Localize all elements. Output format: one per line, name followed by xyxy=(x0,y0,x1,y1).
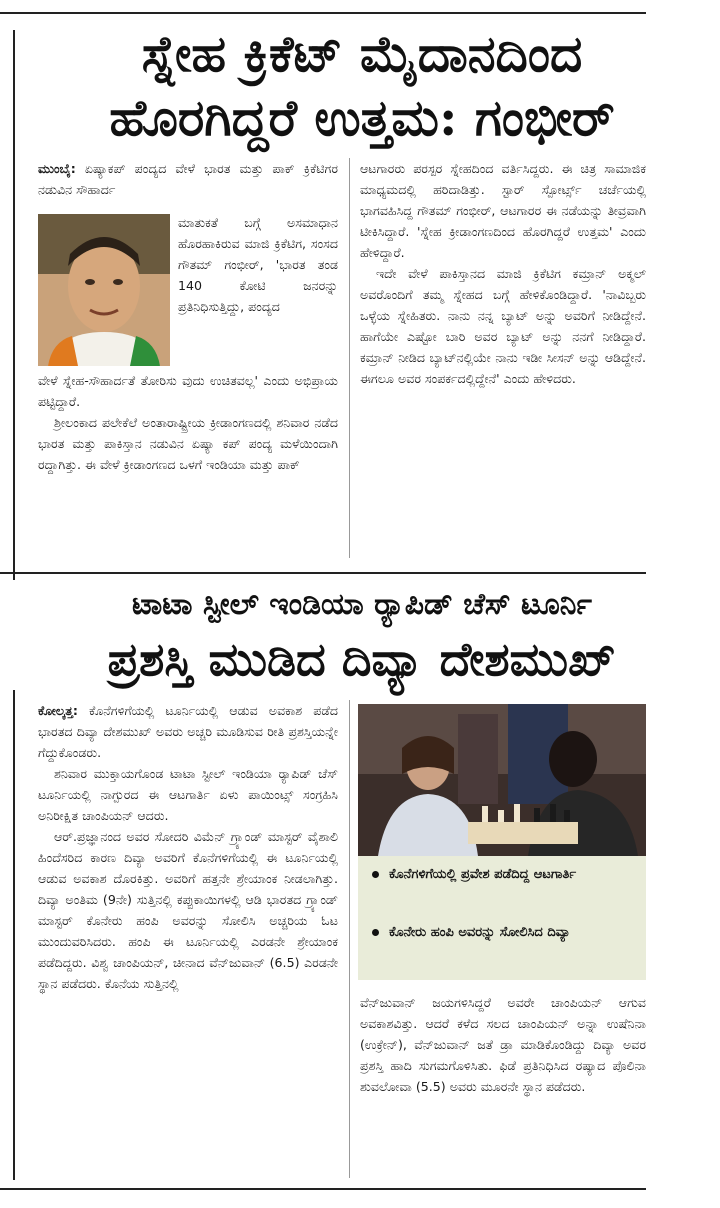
story1-col2-paragraph-1: ಆಟಗಾರರು ಪರಸ್ಪರ ಸ್ನೇಹದಿಂದ ವರ್ತಿಸಿದ್ದರು. ಈ ಚಿತ್ರ ಸಾಮಾಜಿಕ ಮಾಧ್ಯಮದಲ್ಲಿ ಹರಿದಾಡಿತ್ತು. ಸ್ಟಾರ್ ಸ್ಪೋರ್ಟ್ಸ್ ಚರ್ಚೆಯಲ್ಲಿ ಭಾಗವಹಿಸಿದ್ದ ಗೌತಮ್ ಗಂಭೀರ್, ಆಟಗಾರರ ಈ ನಡೆಯನ್ನು ತೀವ್ರವಾಗಿ ಟೀಕಿಸಿದ್ದಾರೆ. 'ಸ್ನೇಹ ಕ್ರೀಡಾಂಗಣದಿಂದ ಹೊರಗಿದ್ದರೆ ಉತ್ತಮ' ಎಂದು ಹೇಳಿದ್ದಾರೆ. xyxy=(360,161,646,260)
story1-paragraph-2: ಶ್ರೀಲಂಕಾದ ಪಲೇಕೆಲೆ ಅಂತಾರಾಷ್ಟ್ರೀಯ ಕ್ರೀಡಾಂಗಣದಲ್ಲಿ ಶನಿವಾರ ನಡೆದ ಭಾರತ ಮತ್ತು ಪಾಕಿಸ್ತಾನ ನಡುವಿನ ಏಷ್ಯಾ ಕಪ್ ಪಂದ್ಯ ಮಳೆಯಿಂದಾಗಿ ರದ್ದಾಗಿತ್ತು. ಈ ವೇಳೆ ಕ್ರೀಡಾಂಗಣದ ಒಳಗೆ ಇಂಡಿಯಾ ಮತ್ತು ಪಾಕ್ xyxy=(38,415,338,472)
story1-wrap-text: ಮಾತುಕತೆ ಬಗ್ಗೆ ಅಸಮಾಧಾನ ಹೊರಹಾಕಿರುವ ಮಾಜಿ ಕ್ರಿಕೆಟಿಗ, ಸಂಸದ ಗೌತಮ್ ಗಂಭೀರ್, 'ಭಾರತ ತಂಡ 140 ಕೋಟಿ ಜನರನ್ನು ಪ್ರತಿನಿಧಿಸುತ್ತಿದ್ದು, ಪಂದ್ಯದ xyxy=(178,215,338,314)
gambhir-photo xyxy=(38,214,170,366)
story2-paragraph-2: ಶನಿವಾರ ಮುಕ್ತಾಯಗೊಂಡ ಟಾಟಾ ಸ್ಟೀಲ್ ಇಂಡಿಯಾ ರ‍್ಯಾಪಿಡ್ ಚೆಸ್ ಟೂರ್ನಿಯಲ್ಲಿ ನಾಗ್ಪುರದ ಈ ಆಟಗಾರ್ತಿ ಏಳು ಪಾಯಿಂಟ್ಸ್ ಸಂಗ್ರಹಿಸಿ ಅನಿರೀಕ್ಷಿತ ಚಾಂಪಿಯನ್ ಆದರು. xyxy=(38,766,338,823)
caption-item-2 xyxy=(372,922,636,944)
story2-dateline: ಕೋಲ್ಕತ್ತ: xyxy=(38,703,78,718)
caption-item-1 xyxy=(372,864,636,886)
story1-column-divider xyxy=(349,158,350,558)
chess-photo-caption-box xyxy=(358,856,646,980)
story2-left-margin-rule xyxy=(13,690,15,1180)
story1-column-1-wrap xyxy=(178,212,338,317)
caption-1-text: ಕೊನೆಗಳಿಗೆಯಲ್ಲಿ ಪ್ರವೇಶ ಪಡೆದಿದ್ದ ಆಟಗಾರ್ತಿ xyxy=(389,867,577,882)
story1-after-photo-text: ವೇಳೆ ಸ್ನೇಹ-ಸೌಹಾರ್ದತೆ ತೋರಿಸು ವುದು ಉಚಿತವಲ್ಲ' ಎಂದು ಅಭಿಪ್ರಾಯ ಪಟ್ಟಿದ್ದಾರೆ. xyxy=(38,373,338,409)
story2-col2-paragraph-1: ವೆನ್‌ಜುವಾನ್ ಜಯಗಳಿಸಿದ್ದರೆ ಅವರೇ ಚಾಂಪಿಯನ್ ಆಗುವ ಅವಕಾಶವಿತ್ತು. ಆದರೆ ಕಳೆದ ಸಲದ ಚಾಂಪಿಯನ್ ಅನ್ನಾ ಉಷೆನಿನಾ (ಉಕ್ರೇನ್), ವೆನ್‌ಜುವಾನ್ ಜತೆ ಡ್ರಾ ಮಾಡಿಕೊಂಡಿದ್ದು ದಿವ್ಯಾ ಅವರ ಪ್ರಶಸ್ತಿ ಹಾದಿ ಸುಗಮಗೊಳಿಸಿತು. ಫಿಡೆ ಪ್ರತಿನಿಧಿಸಿದ ರಷ್ಯಾದ ಪೊಲಿನಾ ಶುವಲೋವಾ (5.5) ಅವರು ಮೂರನೇ ಸ್ಥಾನ ಪಡೆದರು. xyxy=(360,995,646,1094)
story2-column-1 xyxy=(38,700,338,994)
story1-column-2 xyxy=(360,158,646,389)
story2-lead-text: ಕೊನೆಗಳಿಗೆಯಲ್ಲಿ ಟೂರ್ನಿಯಲ್ಲಿ ಆಡುವ ಅವಕಾಶ ಪಡೆದ ಭಾರತದ ದಿವ್ಯಾ ದೇಶಮುಖ್ ಅವರು ಅಚ್ಚರಿ ಮೂಡಿಸುವ ರೀತಿ ಪ್ರಶಸ್ತಿಯನ್ನೇ ಗೆದ್ದುಕೊಂಡರು. xyxy=(38,703,338,760)
story1-dateline: ಮುಂಬೈ: xyxy=(38,161,76,176)
story1-column-1-lower xyxy=(38,370,338,475)
story-separator-rule xyxy=(0,572,646,574)
story1-headline-line2: ಹೊರಗಿದ್ದರೆ ಉತ್ತಮ: ಗಂಭೀರ್ xyxy=(109,88,615,147)
portrait-illustration xyxy=(38,214,170,366)
bottom-rule xyxy=(0,1188,646,1190)
left-margin-rule xyxy=(13,30,15,580)
bullet-icon xyxy=(372,929,379,936)
story2-paragraph-3: ಆರ್.ಪ್ರಜ್ಞಾನಂದ ಅವರ ಸೋದರಿ ವಿಮೆನ್ ಗ್ರ್ಯಾಂಡ್ ಮಾಸ್ಟರ್ ವೈಶಾಲಿ ಹಿಂದೆಸರಿದ ಕಾರಣ ದಿವ್ಯಾ ಅವರಿಗೆ ಕೊನೆಗಳಿಗೆಯಲ್ಲಿ ಈ ಟೂರ್ನಿಯಲ್ಲಿ ಆಡುವ ಅವಕಾಶ ದೊರಕಿತ್ತು. ಅವರಿಗೆ ಹತ್ತನೇ ಶ್ರೇಯಾಂಕ ನೀಡಲಾಗಿತ್ತು. ದಿವ್ಯಾ ಅಂತಿಮ (9ನೇ) ಸುತ್ತಿನಲ್ಲಿ ಕಪ್ಪುಕಾಯಿಗಳಲ್ಲಿ ಆಡಿ ಭಾರತದ ಗ್ರ್ಯಾಂಡ್ ಮಾಸ್ಟರ್ ಕೊನೇರು ಹಂಪಿ ಅವರನ್ನು ಸೋಲಿಸಿ ಅಚ್ಚರಿಯ ಓಟ ಮುಂದುವರಿಸಿದರು. ಹಂಪಿ ಈ ಟೂರ್ನಿಯಲ್ಲಿ ಎರಡನೇ ಶ್ರೇಯಾಂಕ ಪಡೆದಿದ್ದರು. ವಿಶ್ವ ಚಾಂಪಿಯನ್, ಚೀನಾದ ವೆನ್‌ಜುವಾನ್ (6.5) ಎರಡನೇ ಸ್ಥಾನ ಪಡೆದರು. ಕೊನೆಯ ಸುತ್ತಿನಲ್ಲಿ xyxy=(38,829,338,991)
story2-column-2 xyxy=(360,992,646,1097)
story1-headline-line1: ಸ್ನೇಹ ಕ್ರಿಕೆಟ್ ಮೈದಾನದಿಂದ xyxy=(141,24,583,83)
chess-match-illustration xyxy=(358,704,646,856)
story1-lead-text: ಏಷ್ಯಾಕಪ್ ಪಂದ್ಯದ ವೇಳೆ ಭಾರತ ಮತ್ತು ಪಾಕ್ ಕ್ರಿಕೆಟಿಗರ ನಡುವಿನ ಸೌಹಾರ್ದ xyxy=(38,161,338,197)
caption-2-text: ಕೊನೇರು ಹಂಪಿ ಅವರನ್ನು ಸೋಲಿಸಿದ ದಿವ್ಯಾ xyxy=(389,925,571,940)
story2-kicker: ಟಾಟಾ ಸ್ಟೀಲ್ ಇಂಡಿಯಾ ರ‍್ಯಾಪಿಡ್ ಚೆಸ್ ಟೂರ್ನಿ xyxy=(132,587,592,622)
story1-column-1 xyxy=(38,158,338,200)
chess-photo xyxy=(358,704,646,856)
story2-column-divider xyxy=(349,700,350,1178)
top-rule xyxy=(0,12,646,14)
story1-col2-paragraph-2: ಇದೇ ವೇಳೆ ಪಾಕಿಸ್ತಾನದ ಮಾಜಿ ಕ್ರಿಕೆಟಿಗ ಕಮ್ರಾನ್ ಅಕ್ಮಲ್ ಅವರೊಂದಿಗೆ ತಮ್ಮ ಸ್ನೇಹದ ಬಗ್ಗೆ ಹೇಳಿಕೊಂಡಿದ್ದಾರೆ. 'ನಾವಿಬ್ಬರು ಒಳ್ಳೆಯ ಸ್ನೇಹಿತರು. ನಾನು ನನ್ನ ಬ್ಯಾಟ್ ಅನ್ನು ಅವರಿಗೆ ನೀಡಿದ್ದೇನೆ. ಹಾಗೆಯೇ ಎಷ್ಟೋ ಬಾರಿ ಅವರ ಬ್ಯಾಟ್ ಅನ್ನು ನನಗೆ ನೀಡಿದ್ದಾರೆ. ಕಮ್ರಾನ್ ನೀಡಿದ ಬ್ಯಾಟ್‌ನಲ್ಲಿಯೇ ನಾನು ಇಡೀ ಸೀಸನ್ ಅನ್ನು ಆಡಿದ್ದೇನೆ. ಈಗಲೂ ಅವರ ಸಂಪರ್ಕದಲ್ಲಿದ್ದೇನೆ' ಎಂದು ಹೇಳಿದರು. xyxy=(360,266,646,386)
story2-headline: ಪ್ರಶಸ್ತಿ ಮುಡಿದ ದಿವ್ಯಾ ದೇಶಮುಖ್ xyxy=(107,632,617,686)
bullet-icon xyxy=(372,871,379,878)
